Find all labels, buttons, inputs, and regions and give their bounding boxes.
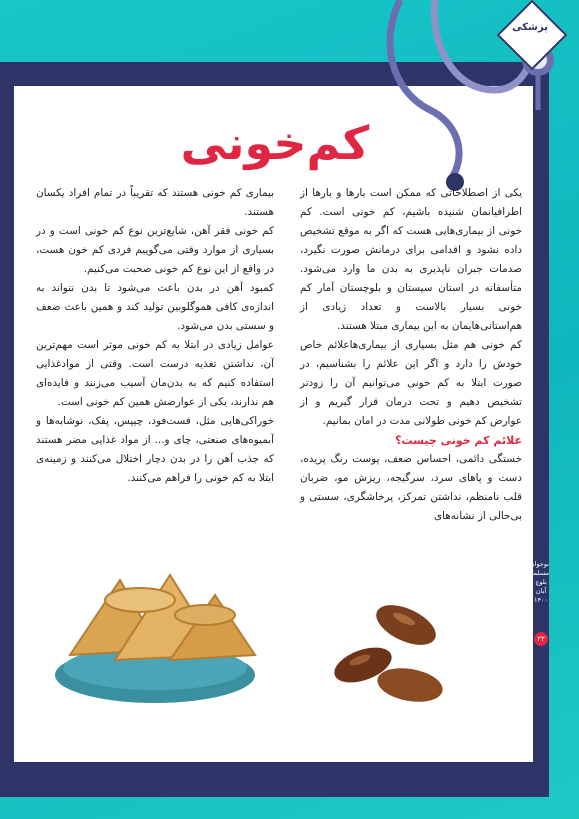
paragraph: کم خونی فقر آهن، شایع‌ترین نوع کم خونی است و در بسیاری از موارد وقتی می‌گوییم فردی کم خون هست، در واقع از این نوع کم خونی صحبت می‌کنیم. bbox=[36, 225, 274, 275]
article-right-column bbox=[300, 184, 522, 526]
paragraph: یکی از اصطلاحاتی که ممکن است بارها و بارها از اطرافیانمان شنیده باشیم، کم خونی است. کم خونی از بیماری‌هایی هست که اگر به موقع تشخیص داده نشود و اقدامی برای درمانش صورت نگیرد، صدمات جبران ناپذیری به بدن ما وارد می‌شود. متأسفانه در استان سیستان و بلوچستان آمار کم خونی بسیار بالاست و تعداد زیادی از هم‌استانی‌هایمان به این بیماری مبتلا هستند. bbox=[300, 187, 522, 332]
paragraph: بیماری کم خونی هستند که تقریباً در تمام افراد یکسان هستند. bbox=[36, 187, 274, 218]
bread-bowl-image bbox=[30, 560, 280, 710]
paragraph: خوراکی‌هایی مثل، فست‌فود، چیپس، پفک، نوشابه‌ها و آبمیوه‌های صنعتی، چای و... از مواد غذایی مضر هستند که جذب آهن را در بدن دچار اختلال می‌کنند و زمینه‌ی ابتلا به کم خونی را فراهم می‌کنند. bbox=[36, 415, 274, 484]
article-left-column bbox=[36, 184, 274, 488]
dates-image bbox=[318, 585, 458, 720]
paragraph: عوامل زیادی در ابتلا به کم خونی موثر است مهم‌ترین آن، نداشتن تغذیه درست است. وقتی از موادغذایی استفاده کنیم که به بدن‌مان آسیب می‌زنند و فایده‌ای هم ندارند، یکی از عوارضش همین کم خونی است. bbox=[36, 339, 274, 408]
issue-info bbox=[527, 560, 549, 605]
issue-date: آبان ۱۴۰۰ bbox=[534, 587, 548, 604]
magazine-name: نوجوان مسلمان bbox=[527, 560, 549, 577]
issue-name: بلوچ bbox=[535, 578, 547, 586]
paragraph: کمبود آهن در بدن باعث می‌شود تا بدن نتواند به اندازه‌ی کافی هموگلوبین تولید کند و همین باعث ضعف و سستی بدن می‌شود. bbox=[36, 282, 274, 332]
section-badge-label: پزشکی bbox=[512, 22, 548, 33]
page-number: ۲۳ bbox=[534, 632, 548, 646]
paragraph: خستگی دائمی، احساس ضعف، پوست رنگ پریده، دست و پاهای سرد، سرگیجه، ریزش مو، ضربان قلب نامنظم، نداشتن تمرکز، پرخاشگری، سستی و بی‌حالی از نشانه‌های bbox=[300, 453, 522, 522]
paragraph: کم خونی هم مثل بسیاری از بیماری‌هاعلائم خاص خودش را دارد و اگر این علائم را بشناسیم، در صورت ابتلا به کم خونی می‌توانیم آن را زودتر تشخیص دهیم و تحت درمان قرار گیریم و از عوارض کم خونی طولانی مدت در امان بمانیم. bbox=[300, 339, 522, 427]
subheading: علائم کم خونی چیست؟ bbox=[395, 434, 522, 447]
article-title: کم‌خونی bbox=[180, 116, 370, 170]
